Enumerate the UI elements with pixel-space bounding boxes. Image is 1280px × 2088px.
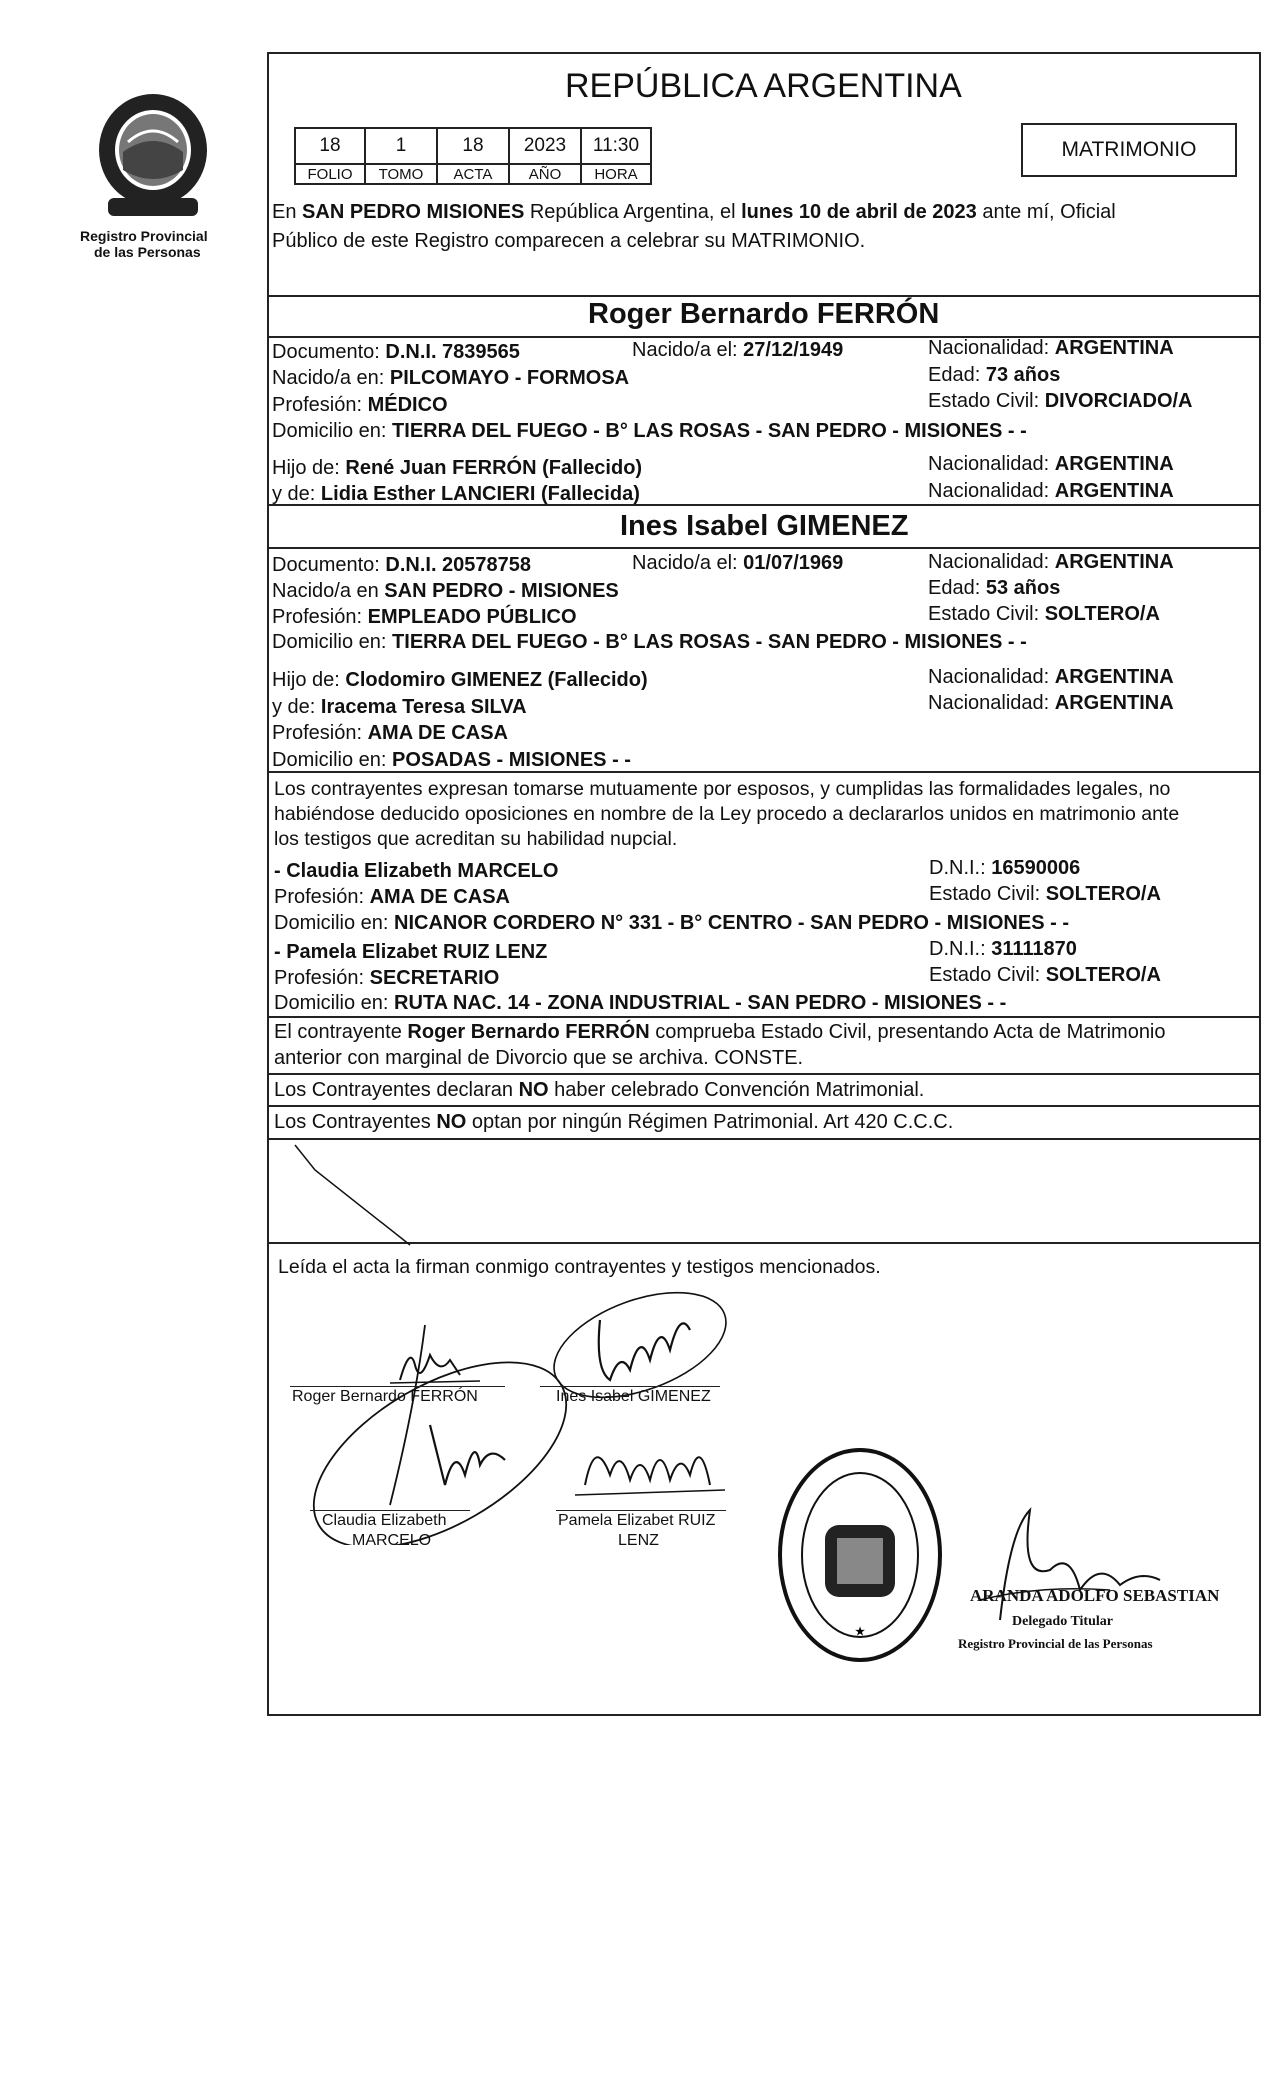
bride-civil-value: SOLTERO/A: [1044, 603, 1160, 625]
field-label: D.N.I.:: [929, 857, 992, 879]
groom-father-value: René Juan FERRÓN (Fallecido): [345, 457, 643, 479]
divider: [267, 504, 1261, 506]
groom-signature-caption: Roger Bernardo FERRÓN: [292, 1388, 478, 1405]
bride-place-value: SAN PEDRO - MISIONES: [384, 580, 619, 602]
field-label: Edad:: [928, 364, 986, 386]
declaration-line3: los testigos que acreditan su habilidad nupcial.: [274, 828, 678, 850]
field-label: Hijo de:: [272, 669, 346, 691]
witness2-civil-status: [929, 963, 1161, 987]
field-label: Nacionalidad:: [928, 692, 1055, 714]
groom-document: [272, 340, 520, 364]
bride-mother-nat-value: ARGENTINA: [1054, 692, 1174, 714]
witness2-signature-caption2: LENZ: [618, 1532, 659, 1549]
field-label: Edad:: [928, 577, 986, 599]
witness2-profession: [274, 966, 499, 990]
field-label: Nacionalidad:: [928, 551, 1055, 573]
divider: [267, 1105, 1261, 1107]
acta-value: 18: [437, 128, 509, 164]
civil-note-line1: [274, 1020, 1166, 1044]
intro-line1: [272, 200, 1116, 224]
bride-father-nationality: [928, 665, 1174, 689]
tomo-label: TOMO: [365, 164, 437, 184]
folio-value: 18: [295, 128, 365, 164]
note-text: haber celebrado Convención Matrimonial.: [548, 1079, 925, 1101]
signature-line: [556, 1510, 726, 1511]
bride-signature: [540, 1290, 740, 1400]
witness2-dni: [929, 937, 1077, 961]
witness1-name: - Claudia Elizabeth MARCELO: [274, 860, 559, 882]
witness2-address-value: RUTA NAC. 14 - ZONA INDUSTRIAL - SAN PEDRO - MISIONES - -: [394, 992, 1007, 1014]
field-label: Profesión:: [272, 722, 368, 744]
bride-father-nat-value: ARGENTINA: [1054, 666, 1174, 688]
field-label: D.N.I.:: [929, 938, 992, 960]
bride-mother-address: [272, 748, 631, 772]
note-text: El contrayente: [274, 1021, 408, 1043]
note-text: comprueba Estado Civil, presentando Acta de Matrimonio: [649, 1021, 1166, 1043]
groom-age: [928, 363, 1060, 387]
officer-title: Delegado Titular: [1012, 1614, 1113, 1629]
groom-nationality: [928, 336, 1174, 360]
field-label: Nacido/a el:: [632, 552, 744, 574]
bride-birthdate: [632, 551, 843, 575]
civil-note-line2: anterior con marginal de Divorcio que se archiva. CONSTE.: [274, 1047, 804, 1069]
note-text: Los Contrayentes: [274, 1111, 437, 1133]
blank-strike: [290, 1140, 430, 1250]
divider: [267, 547, 1261, 549]
field-label: Domicilio en:: [272, 420, 393, 442]
field-label: Nacionalidad:: [928, 453, 1055, 475]
field-label: Domicilio en:: [274, 912, 395, 934]
bride-address: [272, 630, 1027, 654]
document-type-box: MATRIMONIO: [1021, 123, 1237, 177]
field-label: Domicilio en:: [272, 631, 393, 653]
field-label: Nacido/a el:: [632, 339, 744, 361]
declaration-line2: habiéndose deducido oposiciones en nombre de la Ley procedo a declararlos unidos en matrimonio ante: [274, 803, 1180, 825]
groom-civil-status: [928, 389, 1193, 413]
witness1-civil-status: [929, 882, 1161, 906]
registry-caption-line1: Registro Provincial: [80, 228, 208, 244]
field-label: Estado Civil:: [928, 603, 1045, 625]
witness1-dni: [929, 856, 1080, 880]
witness1-dni-value: 16590006: [991, 857, 1081, 879]
bride-nationality: [928, 550, 1174, 574]
registry-caption-line2: de las Personas: [94, 244, 201, 260]
groom-birthplace: [272, 366, 629, 390]
tomo-value: 1: [365, 128, 437, 164]
intro-place: SAN PEDRO MISIONES: [302, 201, 525, 223]
witness1-signature-caption2: MARCELO: [352, 1532, 432, 1549]
field-label: Nacionalidad:: [928, 480, 1055, 502]
witness1-signature-caption1: Claudia Elizabeth: [322, 1512, 447, 1529]
field-label: Profesión:: [272, 394, 368, 416]
groom-age-value: 73 años: [985, 364, 1061, 386]
bride-mother-address-value: POSADAS - MISIONES - -: [392, 749, 631, 771]
witness2-civil-value: SOLTERO/A: [1045, 964, 1161, 986]
record-table: [294, 127, 652, 185]
signature-line: [540, 1386, 720, 1387]
groom-address: [272, 419, 1027, 443]
groom-profession: [272, 393, 448, 417]
field-label: Nacionalidad:: [928, 337, 1055, 359]
province-seal-icon: [88, 90, 218, 225]
field-label: Estado Civil:: [929, 883, 1046, 905]
bride-father: [272, 668, 648, 692]
official-stamp: [770, 1440, 950, 1670]
bride-name: Ines Isabel GIMENEZ: [620, 510, 909, 542]
field-label: y de:: [272, 483, 321, 505]
groom-name: Roger Bernardo FERRÓN: [588, 298, 940, 330]
registry-logo: [88, 90, 218, 225]
witness1-prof-value: AMA DE CASA: [369, 886, 510, 908]
witness2-dni-value: 31111870: [991, 938, 1077, 960]
groom-dni: D.N.I. 7839565: [385, 341, 520, 363]
officer-organization: Registro Provincial de las Personas: [958, 1636, 1153, 1651]
divider: [267, 1073, 1261, 1075]
bride-prof-value: EMPLEADO PÚBLICO: [367, 606, 577, 628]
bride-birthplace: [272, 579, 619, 603]
intro-line2: Público de este Registro comparecen a celebrar su MATRIMONIO.: [272, 230, 866, 252]
intro-text: República Argentina, el: [524, 201, 742, 223]
witness1-profession: [274, 885, 510, 909]
bride-dni: D.N.I. 20578758: [385, 554, 532, 576]
field-label: Profesión:: [272, 606, 368, 628]
officer-name: ARANDA ADOLFO SEBASTIAN: [970, 1586, 1220, 1605]
bride-signature-caption: Ines Isabel GIMENEZ: [556, 1388, 711, 1405]
country-title: REPÚBLICA ARGENTINA: [565, 67, 962, 105]
groom-address-value: TIERRA DEL FUEGO - B° LAS ROSAS - SAN PEDRO - MISIONES - -: [392, 420, 1027, 442]
divider: [267, 771, 1261, 773]
note-text: Los Contrayentes declaran: [274, 1079, 519, 1101]
field-label: Profesión:: [274, 967, 370, 989]
field-label: Profesión:: [274, 886, 370, 908]
bride-age: [928, 576, 1060, 600]
witness2-prof-value: SECRETARIO: [369, 967, 500, 989]
divider: [267, 1016, 1261, 1018]
groom-mother-value: Lidia Esther LANCIERI (Fallecida): [320, 483, 640, 505]
bride-mother: [272, 695, 527, 719]
convention-line2: [274, 1110, 953, 1134]
bride-mother-prof-value: AMA DE CASA: [367, 722, 508, 744]
groom-nat-value: ARGENTINA: [1054, 337, 1174, 359]
intro-text: En: [272, 201, 303, 223]
hora-value: 11:30: [581, 128, 651, 164]
hora-label: HORA: [581, 164, 651, 184]
signature-line: [310, 1510, 470, 1511]
field-label: Domicilio en:: [272, 749, 393, 771]
witness1-address: [274, 911, 1069, 935]
groom-prof-value: MÉDICO: [367, 394, 448, 416]
bride-address-value: TIERRA DEL FUEGO - B° LAS ROSAS - SAN PEDRO - MISIONES - -: [392, 631, 1027, 653]
witness2-signature-caption1: Pamela Elizabet RUIZ: [558, 1512, 716, 1529]
intro-text: ante mí, Oficial: [976, 201, 1116, 223]
witness2-name: - Pamela Elizabet RUIZ LENZ: [274, 941, 548, 963]
groom-civil-value: DIVORCIADO/A: [1044, 390, 1193, 412]
groom-father: [272, 456, 642, 480]
field-label: Documento:: [272, 554, 386, 576]
folio-label: FOLIO: [295, 164, 365, 184]
note-text: optan por ningún Régimen Patrimonial. Art 420 C.C.C.: [466, 1111, 954, 1133]
groom-mother-nationality: [928, 479, 1174, 503]
field-label: Domicilio en:: [274, 992, 395, 1014]
field-label: Estado Civil:: [929, 964, 1046, 986]
bride-profession: [272, 605, 577, 629]
field-label: Nacionalidad:: [928, 666, 1055, 688]
groom-place-value: PILCOMAYO - FORMOSA: [389, 367, 630, 389]
witness2-address: [274, 991, 1006, 1015]
bride-age-value: 53 años: [985, 577, 1061, 599]
closing-text: Leída el acta la firman conmigo contrayentes y testigos mencionados.: [278, 1256, 881, 1278]
bride-mother-nationality: [928, 691, 1174, 715]
note-groom-name: Roger Bernardo FERRÓN: [407, 1021, 650, 1043]
bride-mother-profession: [272, 721, 508, 745]
field-label: Nacido/a en:: [272, 367, 390, 389]
bride-nat-value: ARGENTINA: [1054, 551, 1174, 573]
field-label: y de:: [272, 696, 321, 718]
field-label: Estado Civil:: [928, 390, 1045, 412]
groom-born-value: 27/12/1949: [743, 339, 844, 361]
groom-birthdate: [632, 338, 843, 362]
acta-label: ACTA: [437, 164, 509, 184]
witness2-signature: [575, 1425, 735, 1515]
bride-father-value: Clodomiro GIMENEZ (Fallecido): [345, 669, 648, 691]
groom-mother: [272, 482, 640, 506]
groom-mother-nat-value: ARGENTINA: [1054, 480, 1174, 502]
divider: [267, 295, 1261, 297]
svg-text:★: ★: [855, 1626, 865, 1638]
signature-line: [290, 1386, 505, 1387]
anio-label: AÑO: [509, 164, 581, 184]
intro-date: lunes 10 de abril de 2023: [741, 201, 977, 223]
declaration-line1: Los contrayentes expresan tomarse mutuamente por esposos, y cumplidas las formalidades legales, no: [274, 778, 1171, 800]
convention-line1: [274, 1078, 924, 1102]
convention-no: NO: [436, 1111, 467, 1133]
groom-father-nationality: [928, 452, 1174, 476]
anio-value: 2023: [509, 128, 581, 164]
field-label: Hijo de:: [272, 457, 346, 479]
field-label: Nacido/a en: [272, 580, 385, 602]
groom-father-nat-value: ARGENTINA: [1054, 453, 1174, 475]
bride-born-value: 01/07/1969: [743, 552, 844, 574]
witness1-address-value: NICANOR CORDERO N° 331 - B° CENTRO - SAN PEDRO - MISIONES - -: [394, 912, 1069, 934]
convention-no: NO: [518, 1079, 549, 1101]
witness1-civil-value: SOLTERO/A: [1045, 883, 1161, 905]
bride-document: [272, 553, 531, 577]
field-label: Documento:: [272, 341, 386, 363]
bride-mother-value: Iracema Teresa SILVA: [320, 696, 527, 718]
bride-civil-status: [928, 602, 1160, 626]
